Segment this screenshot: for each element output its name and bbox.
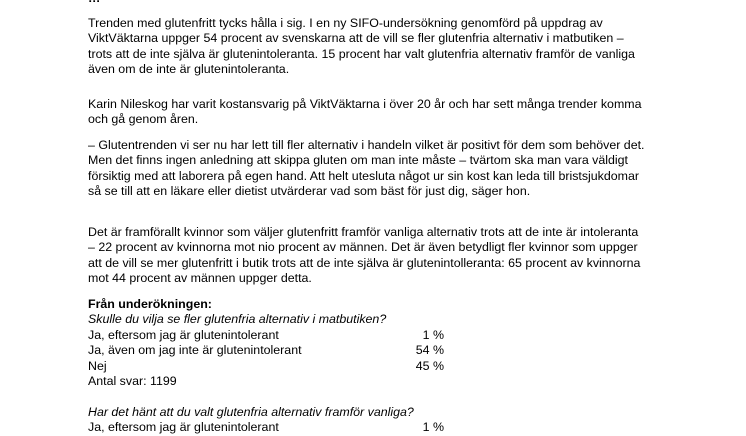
survey-row-label: Nej [88,358,107,373]
survey-section [88,297,648,436]
survey-row [88,343,648,358]
survey-heading: Från underökningen: [88,297,212,311]
survey-question-2: Har det hänt att du valt glutenfria alternativ framför vanliga? [88,404,414,419]
paragraph-women: Det är framförallt kvinnor som väljer glutenfritt framför vanliga alternativ trots att de inte är intoleranta – 22 procent av kvinnorna mot nio procent av männen. Det är även betydligt fler kvinnor som uppger att de vill se mer glutenfritt i butik trots att de inte själva är glutenintolleranta: 65 procent av kvinnorna mot 44 procent av männen uppger detta. [88,225,641,286]
survey-row-value: 45 % [415,358,444,373]
survey-row [88,420,648,435]
survey-row-value: 1 % [422,420,444,435]
cut-off-heading [88,0,100,5]
survey-row [88,359,648,374]
survey-count: Antal svar: 1199 [88,373,177,388]
survey-row-label: Ja, eftersom jag är glutenintolerant [88,420,279,435]
survey-question-1: Skulle du vilja se fler glutenfria alternativ i matbutiken? [88,312,387,327]
survey-row [88,328,648,343]
paragraph-intro: Trenden med glutenfritt tycks hålla i sig. I en ny SIFO-undersökning genomförd på uppdrag av ViktVäktarna uppger 54 procent av svenskarna att de vill se fler glutenfria alternativ i matbutiken – trots att de inte själva är glutenintoleranta. 15 procent har valt glutenfria alternativ framför de vanliga även om de inte är glutenintoleranta. [88,16,635,77]
paragraph-quote: – Glutentrenden vi ser nu har lett till fler alternativ i handeln vilket är positivt för dem som behöver det. Men det finns ingen anledning att skippa gluten om man inte måste – tvärtom ska man vara väldigt försiktig med att laborera på egen hand. Att helt utesluta något ur sin kost kan leda till bristsjukdomar så se till att en läkare eller dietist utvärderar vad som bäst för just dig, säger hon. [88,138,645,199]
survey-row-label: Ja, eftersom jag är glutenintolerant [88,327,279,342]
survey-row-label: Ja, även om jag inte är glutenintolerant [88,343,302,358]
paragraph-karin: Karin Nileskog har varit kostansvarig på ViktVäktarna i över 20 år och har sett många trender komma och gå genom åren. [88,97,642,127]
survey-row-value: 54 % [415,343,444,358]
survey-row-value: 1 % [422,327,444,342]
spacer [88,389,648,404]
